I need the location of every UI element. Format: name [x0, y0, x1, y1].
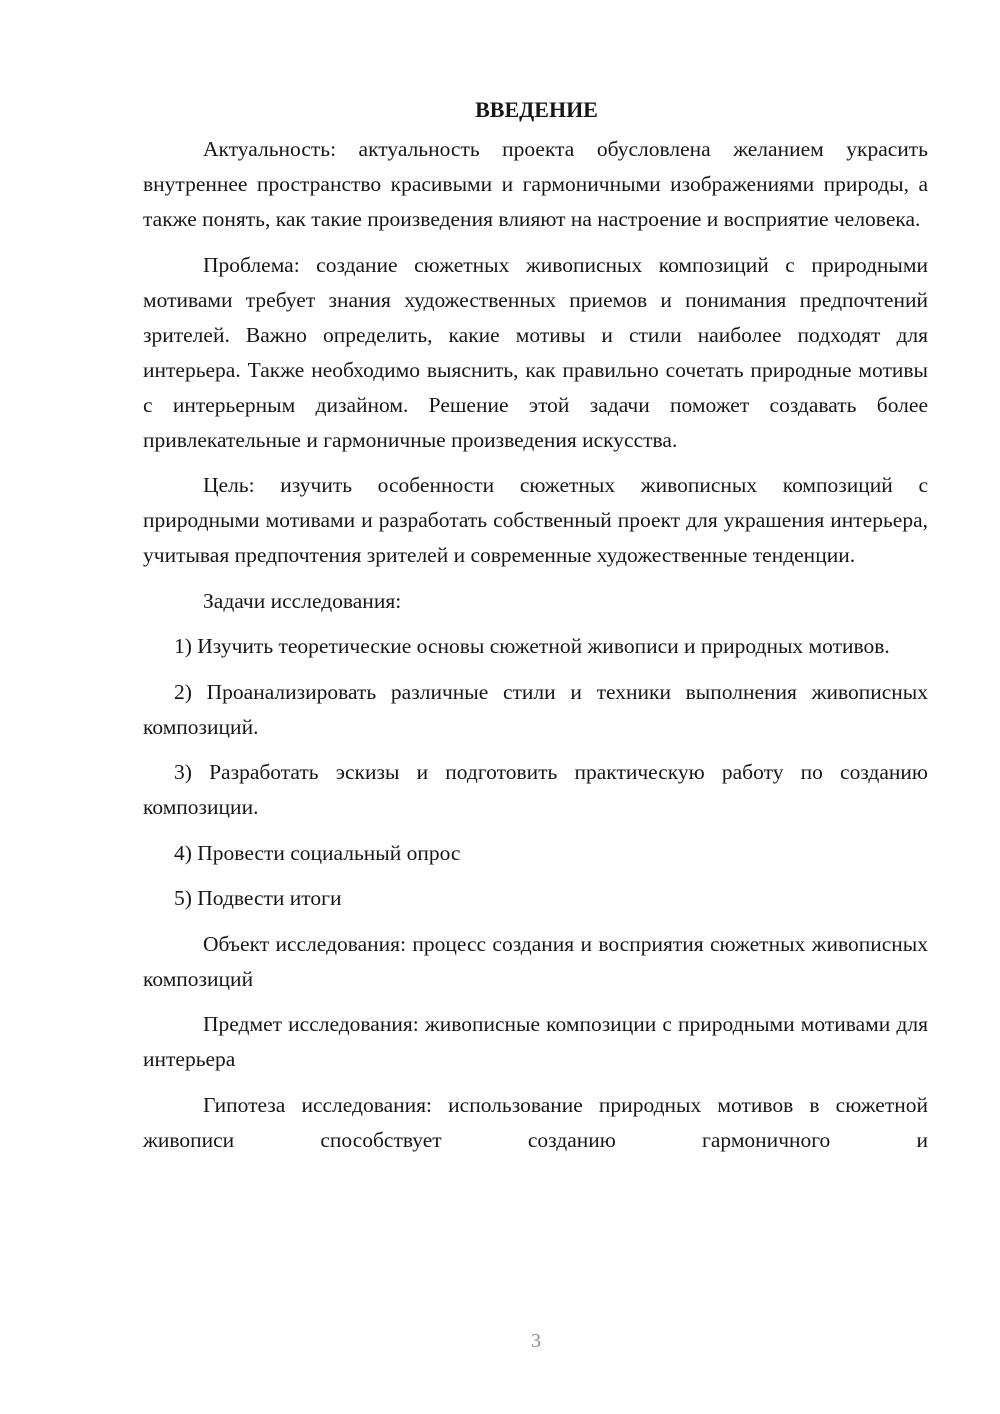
task-item-5: 5) Подвести итоги	[174, 886, 342, 910]
paragraph-subject: Предмет исследования: живописные композиции с природными мотивами для интерьера	[143, 1012, 928, 1071]
task-item-1: 1) Изучить теоретические основы сюжетной живописи и природных мотивов.	[174, 634, 890, 658]
document-page	[143, 92, 928, 1158]
paragraph-object: Объект исследования: процесс создания и восприятия сюжетных живописных композиций	[143, 931, 928, 991]
tasks-heading: Задачи исследования:	[203, 588, 402, 613]
paragraph-problem: Проблема: создание сюжетных живописных композиций с природными мотивами требует знания художественных приемов и понимания предпочтений зрителей. Важно определить, какие мотивы и стили наиболее подходят для интерьера. Также необходимо выяснить, как правильно сочетать природные мотивы с интерьерным дизайном. Решение этой задачи поможет создавать более привлекательные и гармоничные произведения искусства.	[143, 252, 928, 452]
paragraph-goal: Цель: изучить особенности сюжетных живописных композиций с природными мотивами и разработать собственный проект для украшения интерьера, учитывая предпочтения зрителей и современные художественные тенденции.	[143, 473, 928, 567]
task-item-3: 3) Разработать эскизы и подготовить практическую работу по созданию композиции.	[143, 760, 928, 819]
page-title: ВВЕДЕНИЕ	[475, 97, 598, 122]
task-item-2: 2) Проанализировать различные стили и техники выполнения живописных композиций.	[143, 679, 928, 739]
paragraph-relevance: Актуальность: актуальность проекта обусловлена желанием украсить внутреннее пространство красивыми и гармоничными изображениями природы, а также понять, как такие произведения влияют на настроение и восприятие человека.	[143, 137, 928, 231]
paragraph-hypothesis: Гипотеза исследования: использование природных мотивов в сюжетной живописи способствует созданию гармоничного и	[143, 1092, 928, 1152]
task-item-4: 4) Провести социальный опрос	[174, 840, 461, 865]
page-number: 3	[531, 1330, 541, 1352]
